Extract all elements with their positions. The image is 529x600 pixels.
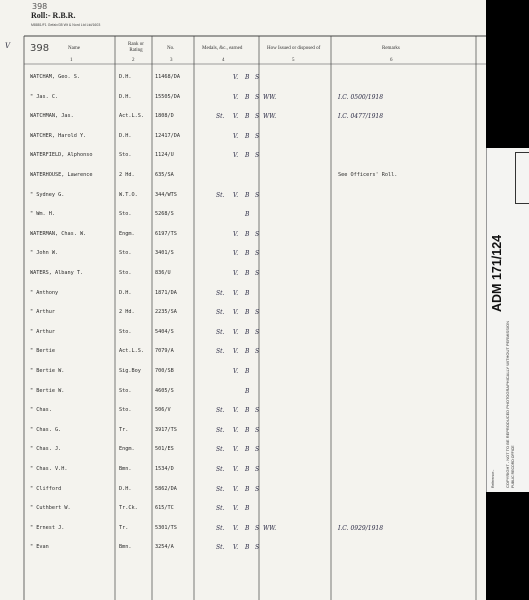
entry-rank: Bmn. bbox=[119, 544, 132, 551]
entry-medal-victory: V. bbox=[233, 191, 239, 199]
entry-name: " Evan bbox=[30, 544, 49, 551]
entry-name: WATCHAM, Geo. S. bbox=[30, 74, 80, 80]
entry-rank: Engm. bbox=[119, 446, 135, 453]
entry-name: " Cuthbert W. bbox=[30, 505, 71, 512]
entry-medal-victory: V. bbox=[233, 113, 239, 121]
entry-number: 5404/S bbox=[155, 328, 174, 335]
column-number-medals: 4 bbox=[222, 58, 225, 63]
entry-medal-british: B bbox=[245, 250, 250, 258]
column-number-name: 1 bbox=[70, 58, 73, 63]
entry-name: " Chas. J. bbox=[30, 446, 62, 453]
entry-number: 1808/D bbox=[155, 113, 174, 120]
record-office: PUBLIC RECORD OFFICE bbox=[511, 445, 515, 488]
entry-medal-british: B bbox=[245, 211, 250, 219]
entry-name: WATERMAN, Chas. W. bbox=[30, 230, 87, 237]
entry-medal-silver: S bbox=[255, 348, 260, 356]
reference-label: Reference:- bbox=[491, 469, 495, 488]
entry-issued: WW. bbox=[263, 93, 277, 101]
reference-grid bbox=[515, 152, 529, 204]
entry-medal-silver: S bbox=[255, 132, 260, 140]
archive-reference: ADM 171/124 bbox=[490, 234, 504, 312]
entry-medal-victory: V. bbox=[233, 426, 239, 434]
entry-medal-victory: V. bbox=[233, 328, 239, 336]
entry-medal-silver: S bbox=[255, 93, 260, 101]
entry-rank: Sto. bbox=[119, 211, 132, 218]
entry-medal-british: B bbox=[245, 485, 250, 493]
entry-rank: Tr. bbox=[119, 524, 129, 531]
entry-medal-victory: V. bbox=[233, 93, 239, 101]
entry-number: 5268/S bbox=[155, 211, 174, 218]
column-number-no: 3 bbox=[170, 58, 173, 63]
entry-medal-star: St. bbox=[216, 505, 225, 513]
entry-medal-victory: V. bbox=[233, 368, 239, 375]
entry-number: 1124/U bbox=[155, 152, 174, 159]
entry-medal-star: St. bbox=[216, 544, 225, 552]
entry-name: " Bertie W. bbox=[30, 368, 65, 374]
entry-medal-british: B bbox=[245, 446, 250, 454]
entry-rank: Sto. bbox=[119, 270, 132, 276]
entry-medal-victory: V. bbox=[233, 407, 239, 415]
entry-medal-silver: S bbox=[255, 74, 260, 81]
entry-remarks: See Officers' Roll. bbox=[338, 172, 398, 178]
entry-number: 506/V bbox=[155, 407, 171, 414]
entry-rank: Act.L.S. bbox=[119, 113, 144, 120]
entry-number: 700/SB bbox=[155, 368, 174, 374]
entry-medal-star: St. bbox=[216, 466, 225, 473]
entry-medal-victory: V. bbox=[233, 230, 239, 238]
entry-name: " Bertie W. bbox=[30, 387, 65, 394]
entry-number: 7079/A bbox=[155, 348, 174, 355]
entry-medal-silver: S bbox=[255, 524, 260, 532]
entry-medal-british: B bbox=[245, 368, 250, 375]
entry-medal-star: St. bbox=[216, 524, 225, 532]
entry-rank: 2 Hd. bbox=[119, 309, 135, 316]
entry-medal-silver: S bbox=[255, 544, 260, 552]
entry-medal-british: B bbox=[245, 426, 250, 434]
column-number-remarks: 6 bbox=[390, 58, 393, 63]
entry-rank: Sto. bbox=[119, 387, 132, 394]
entry-medal-victory: V. bbox=[233, 544, 239, 552]
entry-number: 3254/A bbox=[155, 544, 174, 551]
copyright-notice: COPYRIGHT - NOT TO BE REPRODUCED PHOTOGRAPHICALLY WITHOUT PERMISSION bbox=[505, 321, 510, 488]
column-header-remarks: Remarks bbox=[382, 46, 400, 51]
entry-medal-star: St. bbox=[216, 485, 225, 493]
entry-medal-victory: V. bbox=[233, 485, 239, 493]
entry-rank: Sto. bbox=[119, 407, 132, 414]
entry-medal-british: B bbox=[245, 74, 250, 81]
entry-name: " John W. bbox=[30, 250, 59, 257]
page-stamp: 398 bbox=[32, 2, 48, 11]
entry-number: 5301/TS bbox=[155, 524, 177, 531]
entry-name: WATERFIELD, Alphonso bbox=[30, 152, 93, 159]
entry-number: 15505/DA bbox=[155, 93, 180, 100]
entry-medal-victory: V. bbox=[233, 348, 239, 356]
entry-name: " Arthur bbox=[30, 309, 55, 316]
entry-medal-silver: S bbox=[255, 152, 260, 160]
entry-medal-silver: S bbox=[255, 485, 260, 493]
entry-medal-victory: V. bbox=[233, 466, 239, 473]
entry-medal-british: B bbox=[245, 524, 250, 532]
entry-number: 3401/S bbox=[155, 250, 174, 257]
entry-number: 615/TC bbox=[155, 505, 174, 512]
entry-medal-silver: S bbox=[255, 270, 260, 277]
entry-rank: 2 Hd. bbox=[119, 172, 135, 178]
entry-medal-victory: V. bbox=[233, 524, 239, 532]
entry-number: 501/ES bbox=[155, 446, 174, 453]
entry-medal-victory: V. bbox=[233, 152, 239, 160]
entry-medal-british: B bbox=[245, 348, 250, 356]
column-number-issued: 5 bbox=[292, 58, 295, 63]
entry-name: " Ernest J. bbox=[30, 524, 65, 531]
entry-number: 3917/TS bbox=[155, 426, 177, 433]
entry-number: 635/SA bbox=[155, 172, 174, 178]
entry-name: " Chas. G. bbox=[30, 426, 62, 433]
entry-medal-silver: S bbox=[255, 466, 260, 473]
entry-issued: WW. bbox=[263, 524, 277, 532]
entry-number: 1871/DA bbox=[155, 289, 177, 296]
entry-rank: D.H. bbox=[119, 485, 132, 492]
entry-medal-silver: S bbox=[255, 407, 260, 415]
entry-rank: Sig.Boy bbox=[119, 368, 141, 374]
entry-name: " Clifford bbox=[30, 485, 62, 492]
entry-name: WATCHMAN, Jas. bbox=[30, 113, 74, 120]
entry-name: " Bertie bbox=[30, 348, 55, 355]
entry-medal-star: St. bbox=[216, 446, 225, 454]
entry-medal-british: B bbox=[245, 289, 250, 297]
entry-medal-silver: S bbox=[255, 446, 260, 454]
entry-medal-star: St. bbox=[216, 348, 225, 356]
entry-medal-victory: V. bbox=[233, 309, 239, 317]
entry-medal-british: B bbox=[245, 191, 250, 199]
entry-rank: W.T.O. bbox=[119, 191, 138, 198]
archive-reference-strip bbox=[486, 148, 529, 492]
entry-rank: Tr.Ck. bbox=[119, 505, 138, 512]
entry-medal-victory: V. bbox=[233, 270, 239, 277]
entry-medal-star: St. bbox=[216, 426, 225, 434]
entry-medal-british: B bbox=[245, 230, 250, 238]
entry-number: 2235/SA bbox=[155, 309, 177, 316]
entry-remarks: I.C. 0500/1918 bbox=[338, 93, 384, 101]
entry-medal-star: St. bbox=[216, 191, 225, 199]
entry-medal-british: B bbox=[245, 328, 250, 336]
entry-medal-victory: V. bbox=[233, 74, 239, 81]
entry-remarks: I.C. 0477/1918 bbox=[338, 113, 384, 121]
entry-number: 5862/DA bbox=[155, 485, 177, 492]
entry-number: 344/WTS bbox=[155, 191, 177, 198]
entry-medal-british: B bbox=[245, 113, 250, 121]
entry-medal-british: B bbox=[245, 505, 250, 513]
entry-medal-silver: S bbox=[255, 250, 260, 258]
entry-rank: Bmn. bbox=[119, 466, 132, 472]
entry-medal-victory: V. bbox=[233, 505, 239, 513]
entry-rank: Sto. bbox=[119, 250, 132, 257]
entry-remarks: I.C. 0929/1918 bbox=[338, 524, 384, 532]
entry-name: " Anthony bbox=[30, 289, 59, 296]
entry-medal-british: B bbox=[245, 466, 250, 473]
entry-issued: WW. bbox=[263, 113, 277, 121]
entry-rank: Sto. bbox=[119, 328, 132, 335]
roll-number: 398 bbox=[30, 43, 50, 54]
entry-rank: Act.L.S. bbox=[119, 348, 144, 355]
entry-medal-silver: S bbox=[255, 230, 260, 238]
entry-medal-star: St. bbox=[216, 407, 225, 415]
entry-medal-silver: S bbox=[255, 426, 260, 434]
entry-medal-star: St. bbox=[216, 289, 225, 297]
entry-medal-victory: V. bbox=[233, 446, 239, 454]
entry-medal-silver: S bbox=[255, 309, 260, 317]
entry-medal-star: St. bbox=[216, 309, 225, 317]
entry-medal-victory: V. bbox=[233, 132, 239, 140]
entry-name: " Arthur bbox=[30, 328, 55, 335]
entry-name: WATERS, Albany T. bbox=[30, 270, 84, 276]
entry-medal-victory: V. bbox=[233, 250, 239, 258]
entry-rank: D.H. bbox=[119, 289, 132, 296]
entry-rank: Engm. bbox=[119, 230, 135, 237]
entry-medal-british: B bbox=[245, 93, 250, 101]
form-note: M8881/F1 Gefaiv/35 Wt & Nord Ltd Ltd/1603 bbox=[31, 23, 101, 27]
entry-number: 12417/DA bbox=[155, 132, 180, 139]
entry-name: WATCHER, Harold Y. bbox=[30, 132, 87, 139]
entry-rank: D.H. bbox=[119, 74, 132, 80]
roll-label: Roll:- R.B.R. bbox=[31, 11, 76, 20]
entry-rank: D.H. bbox=[119, 93, 132, 100]
entry-number: 4605/S bbox=[155, 387, 174, 394]
entry-medal-silver: S bbox=[255, 113, 260, 121]
entry-name: WATERHOUSE, Lawrence bbox=[30, 172, 93, 178]
column-header-no: No. bbox=[167, 46, 175, 51]
entry-medal-british: B bbox=[245, 387, 250, 395]
entry-medal-silver: S bbox=[255, 191, 260, 199]
entry-medal-victory: V. bbox=[233, 289, 239, 297]
entry-rank: D.H. bbox=[119, 132, 132, 139]
entry-medal-british: B bbox=[245, 407, 250, 415]
entry-rank: Sto. bbox=[119, 152, 132, 159]
column-header-rank: Rank or Rating bbox=[128, 42, 144, 53]
entry-name: " Chas. V.H. bbox=[30, 466, 68, 472]
column-header-name: Name bbox=[68, 46, 80, 51]
column-number-rank: 2 bbox=[132, 58, 135, 63]
entry-name: " Chas. bbox=[30, 407, 52, 414]
entry-medal-star: St. bbox=[216, 328, 225, 336]
entry-medal-british: B bbox=[245, 132, 250, 140]
column-header-issued: How Issued or disposed of bbox=[267, 46, 321, 51]
entry-medal-british: B bbox=[245, 152, 250, 160]
entry-number: 11468/DA bbox=[155, 74, 180, 80]
entry-medal-star: St. bbox=[216, 113, 225, 121]
entry-medal-silver: S bbox=[255, 328, 260, 336]
entry-medal-british: B bbox=[245, 309, 250, 317]
entry-rank: Tr. bbox=[119, 426, 129, 433]
entry-medal-british: B bbox=[245, 544, 250, 552]
entry-name: " Wm. H. bbox=[30, 211, 55, 218]
entry-name: " Jas. C. bbox=[30, 93, 59, 100]
entry-name: " Sydney G. bbox=[30, 191, 65, 198]
column-header-medals: Medals, &c., earned bbox=[202, 46, 243, 51]
entry-number: 1534/D bbox=[155, 466, 174, 472]
entry-medal-british: B bbox=[245, 270, 250, 277]
entry-number: 6197/TS bbox=[155, 230, 177, 237]
entry-number: 836/U bbox=[155, 270, 171, 276]
volume-mark: V bbox=[5, 42, 11, 50]
